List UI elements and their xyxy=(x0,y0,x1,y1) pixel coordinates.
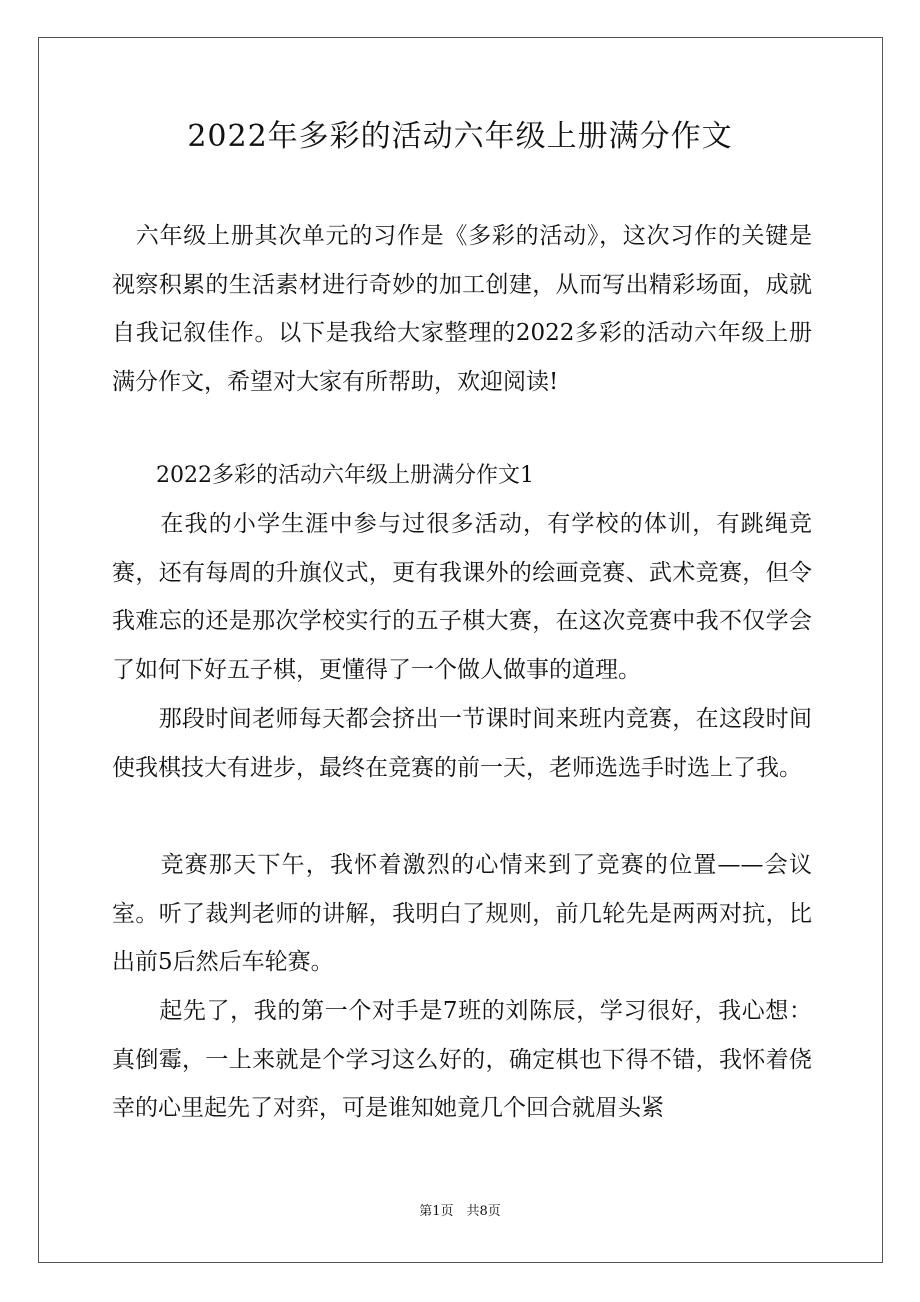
document-title: 2022年多彩的活动六年级上册满分作文 xyxy=(187,119,733,154)
body-paragraph-4: 起先了，我的第一个对手是7班的刘陈辰，学习很好，我心想：真倒霉，一上来就是个学习这么好的，确定棋也下得不错，我怀着侥幸的心里起先了对弈，可是谁知她竟几个回合就眉头紧 xyxy=(112,998,812,1121)
body-paragraph-3: 竞赛那天下午，我怀着激烈的心情来到了竞赛的位置——会议室。听了裁判老师的讲解，我明白了规则，前几轮先是两两对抗，比出前5后然后车轮赛。 xyxy=(112,852,812,975)
body-paragraph-1: 在我的小学生涯中参与过很多活动，有学校的体训，有跳绳竞赛，还有每周的升旗仪式，更有我课外的绘画竞赛、武术竞赛，但令我难忘的还是那次学校实行的五子棋大赛，在这次竞赛中我不仅学会了如何下好五子棋，更懂得了一个做人做事的道理。 xyxy=(112,511,812,683)
section-heading: 2022多彩的活动六年级上册满分作文1 xyxy=(112,463,534,488)
page-footer: 第1页 共8页 xyxy=(419,1204,501,1219)
body-paragraph-2: 那段时间老师每天都会挤出一节课时间来班内竞赛，在这段时间使我棋技大有进步，最终在竞赛的前一天，老师选选手时选上了我。 xyxy=(112,706,812,781)
intro-paragraph: 六年级上册其次单元的习作是《多彩的活动》，这次习作的关键是视察积累的生活素材进行奇妙的加工创建，从而写出精彩场面，成就自我记叙佳作。以下是我给大家整理的2022多彩的活动六年级上册满分作文，希望对大家有所帮助，欢迎阅读! xyxy=(112,223,812,395)
